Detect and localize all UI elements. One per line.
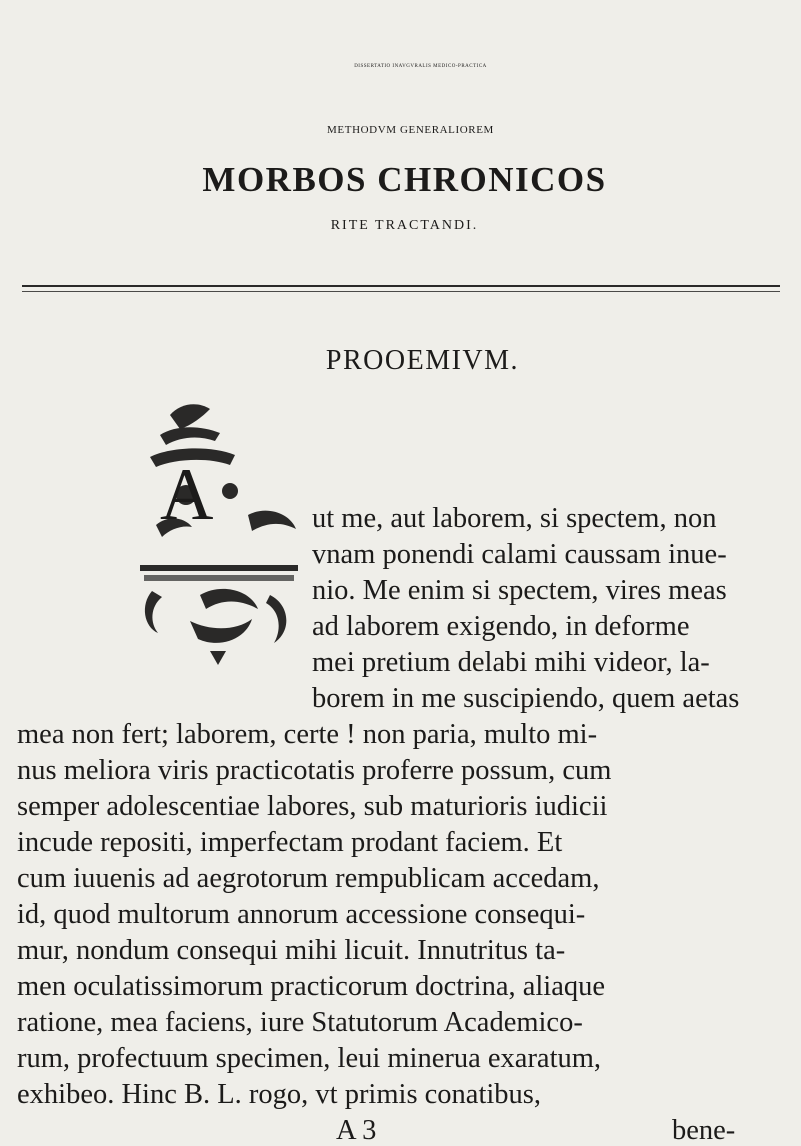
text-line: id, quod multorum annorum accessione consequi- [17, 899, 586, 930]
text-line: borem in me suscipiendo, quem aetas [312, 683, 740, 714]
text-line: mur, nondum consequi mihi licuit. Innutritus ta- [17, 935, 566, 966]
catchword: bene- [672, 1115, 736, 1146]
text-line: ut me, aut laborem, si spectem, non [312, 503, 717, 534]
signature-mark: A 3 [336, 1115, 377, 1146]
text-line: semper adolescentiae labores, sub maturioris iudicii [17, 791, 608, 822]
text-line: cum iuuenis ad aegrotorum rempublicam accedam, [17, 863, 600, 894]
drop-capital: A [160, 454, 214, 536]
text-line: vnam ponendi calami caussam inue- [312, 539, 727, 570]
text-line: nio. Me enim si spectem, vires meas [312, 575, 727, 606]
text-line: ratione, mea faciens, iure Statutorum Academico- [17, 1007, 583, 1038]
title-line-rite: RITE TRACTANDI. [330, 218, 479, 233]
text-line: ad laborem exigendo, in deforme [312, 611, 690, 642]
text-line: exhibeo. Hinc B. L. rogo, vt primis conatibus, [17, 1079, 542, 1110]
text-line: men oculatissimorum practicorum doctrina, aliaque [17, 971, 606, 1002]
text-line: rum, profectuum specimen, leui minerua exaratum, [17, 1043, 602, 1074]
text-line: mea non fert; laborem, certe ! non paria, multo mi- [17, 719, 598, 750]
title-line-dissertatio: DISSERTATIO INAVGVRALIS MEDICO-PRACTICA [354, 64, 487, 69]
title-line-morbos: MORBOS CHRONICOS [202, 160, 607, 199]
title-line-methodvm: METHODVM GENERALIOREM [327, 124, 494, 136]
section-title: PROOEMIVM. [325, 345, 520, 376]
divider-rule [22, 285, 780, 292]
text-line: mei pretium delabi mihi videor, la- [312, 647, 710, 678]
text-line: nus meliora viris practicotatis proferre possum, cum [17, 755, 612, 786]
text-line: incude repositi, imperfectam prodant faciem. Et [17, 827, 563, 858]
